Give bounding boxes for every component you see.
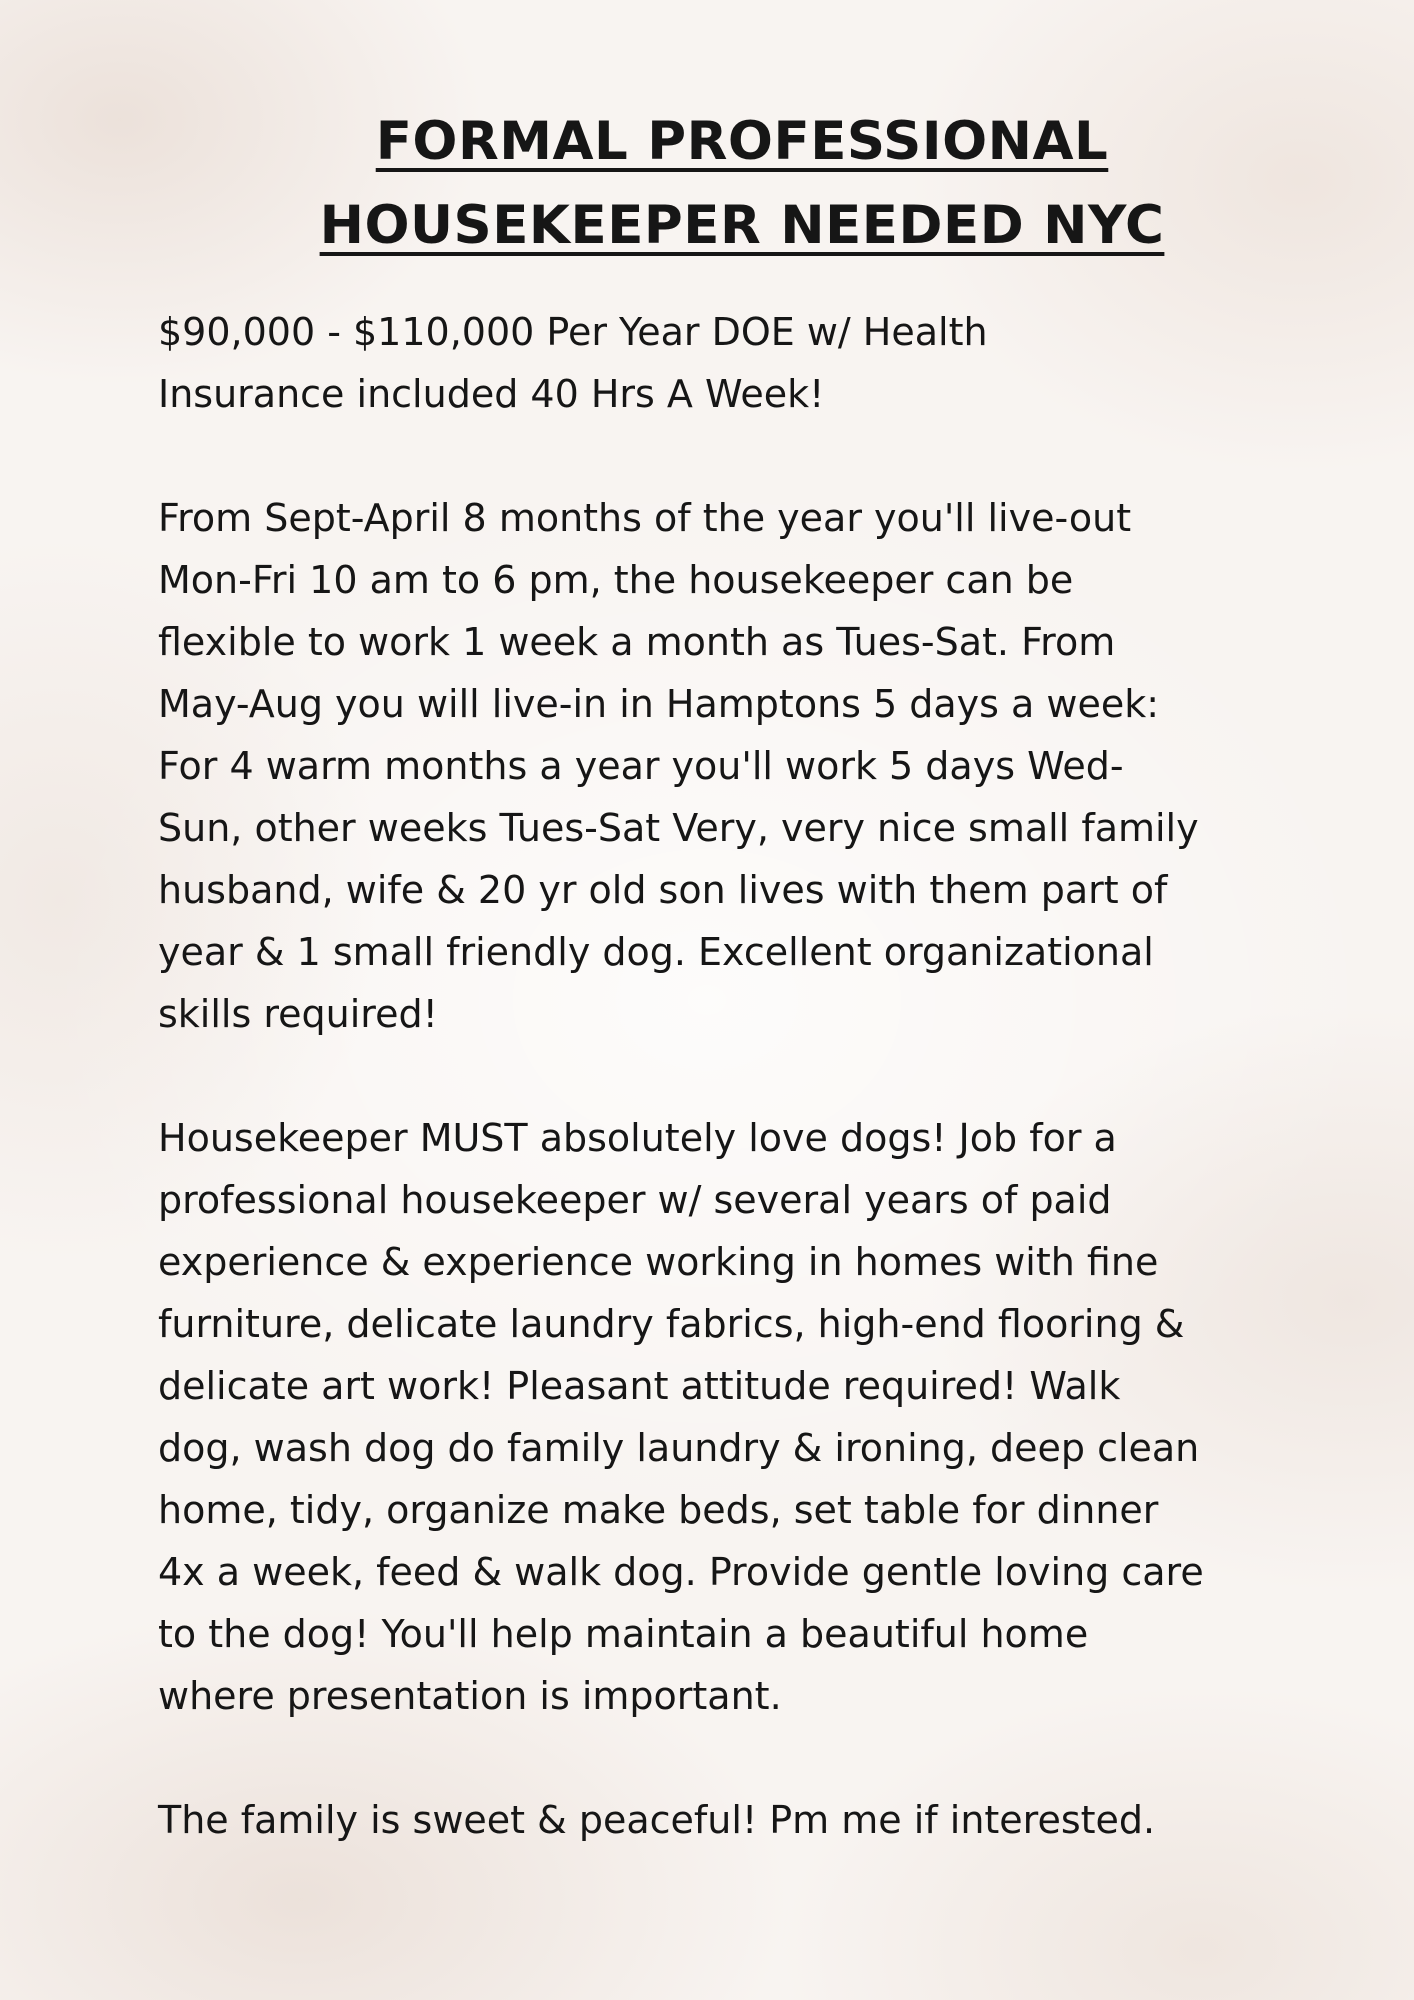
text-line: Mon-Fri 10 am to 6 pm, the housekeeper can be	[158, 558, 1074, 602]
salary-paragraph	[158, 301, 1348, 425]
text-line: home, tidy, organize make beds, set table for dinner	[158, 1488, 1159, 1532]
text-line: $90,000 - $110,000 Per Year DOE w/ Health	[158, 310, 988, 354]
text-line: Insurance included 40 Hrs A Week!	[158, 372, 825, 416]
title-line-1: FORMAL PROFESSIONAL	[375, 111, 1109, 172]
text-line: From Sept-April 8 months of the year you'll live-out	[158, 496, 1132, 540]
title-line-2: HOUSEKEEPER NEEDED NYC	[319, 195, 1165, 256]
duties-paragraph	[158, 1107, 1348, 1727]
text-line: May-Aug you will live-in in Hamptons 5 days a week:	[158, 682, 1160, 726]
text-line: where presentation is important.	[158, 1674, 782, 1718]
text-line: professional housekeeper w/ several years of paid	[158, 1178, 1112, 1222]
posting-body	[158, 301, 1348, 1851]
text-line: Housekeeper MUST absolutely love dogs! Job for a	[158, 1116, 1117, 1160]
text-line: flexible to work 1 week a month as Tues-Sat. From	[158, 620, 1116, 664]
text-line: furniture, delicate laundry fabrics, high-end flooring &	[158, 1302, 1185, 1346]
text-line: The family is sweet & peaceful! Pm me if interested.	[158, 1798, 1156, 1842]
text-line: 4x a week, feed & walk dog. Provide gentle loving care	[158, 1550, 1204, 1594]
closing-paragraph	[158, 1789, 1348, 1851]
text-line: Sun, other weeks Tues-Sat Very, very nice small family	[158, 806, 1199, 850]
text-line: year & 1 small friendly dog. Excellent organizational	[158, 930, 1154, 974]
text-line: to the dog! You'll help maintain a beautiful home	[158, 1612, 1089, 1656]
text-line: skills required!	[158, 992, 438, 1036]
text-line: For 4 warm months a year you'll work 5 days Wed-	[158, 744, 1124, 788]
text-line: husband, wife & 20 yr old son lives with them part of	[158, 868, 1168, 912]
schedule-paragraph	[158, 487, 1348, 1045]
text-line: dog, wash dog do family laundry & ironing, deep clean	[158, 1426, 1200, 1470]
page-title	[180, 100, 1304, 268]
text-line: experience & experience working in homes with fine	[158, 1240, 1159, 1284]
text-line: delicate art work! Pleasant attitude required! Walk	[158, 1364, 1121, 1408]
